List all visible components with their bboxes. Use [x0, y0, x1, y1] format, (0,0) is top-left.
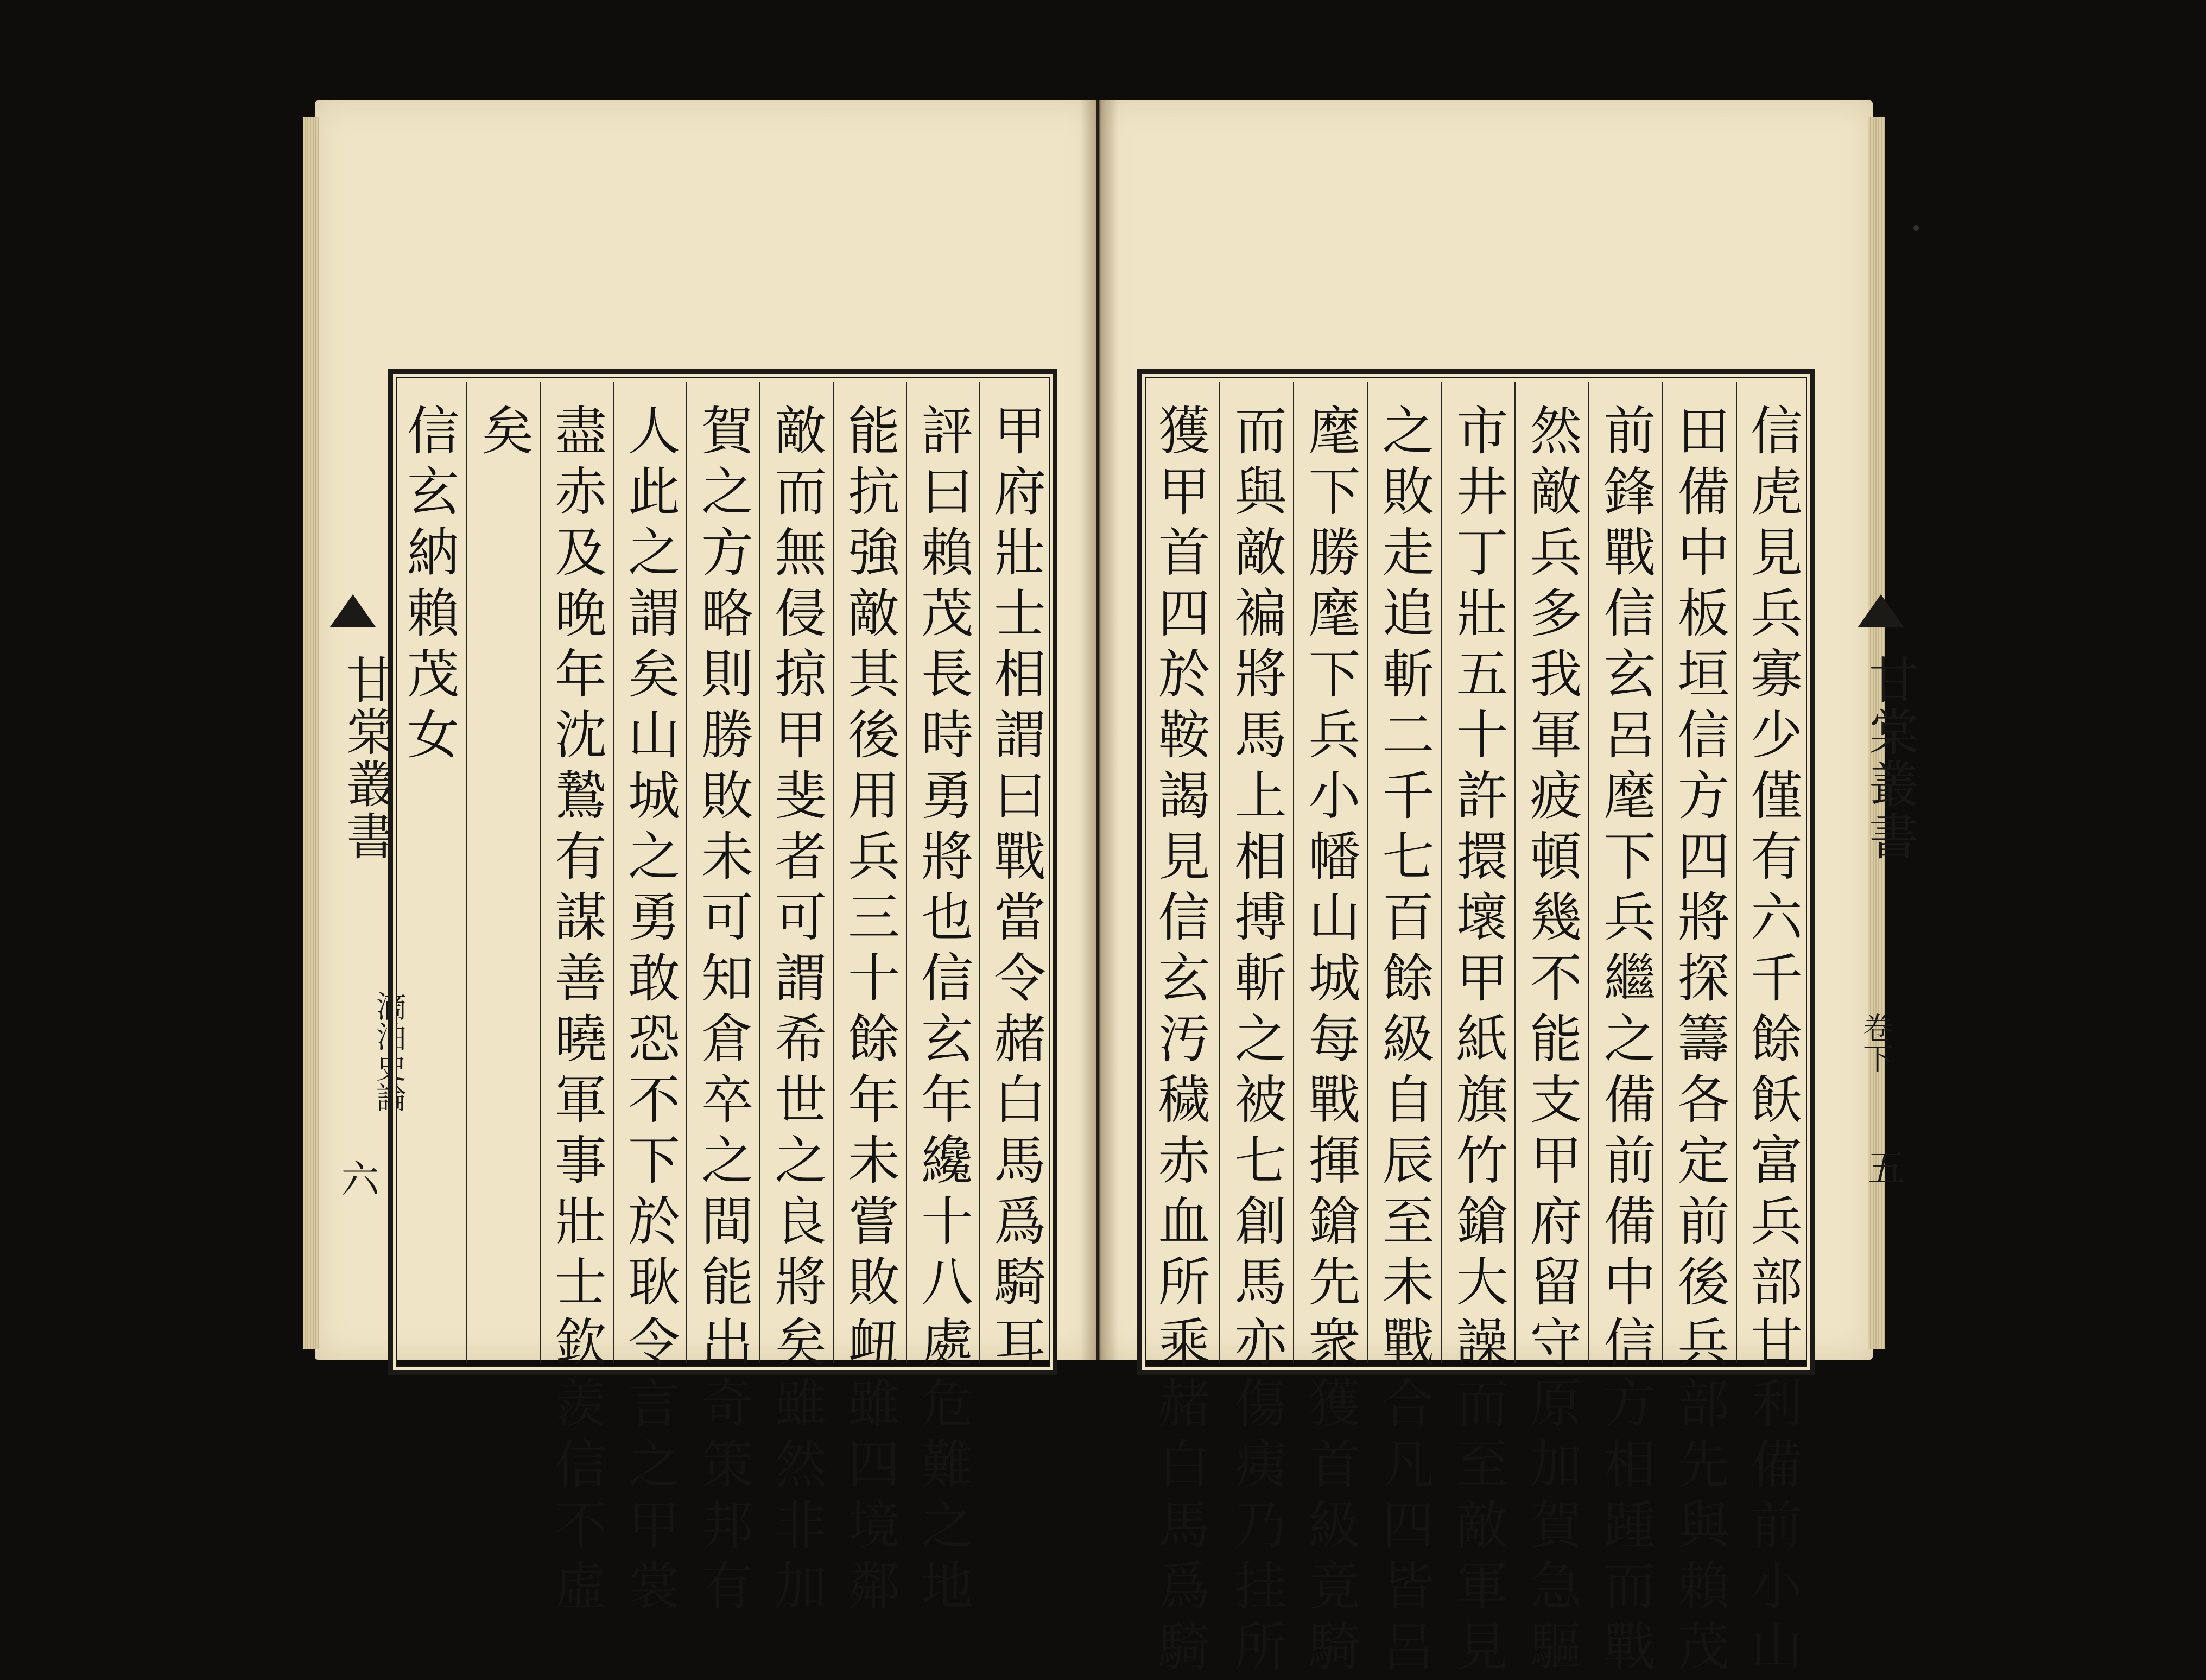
right-column-4 [1514, 382, 1588, 1680]
open-book [315, 100, 1919, 1680]
left-page-number: 六 [335, 1159, 379, 1197]
left-column-8 [466, 382, 540, 1363]
right-column-6 [1367, 382, 1441, 1680]
left-spine-title: 甘棠叢書 [338, 654, 396, 863]
right-column-text: 田備中板垣信方四將探籌各定前後兵部先與賴茂 [1669, 403, 1730, 1680]
right-column-text: 麾下勝麾下兵小幡山城每戰揮鎗先衆獲首級竟騎 [1300, 403, 1361, 1680]
right-column-text: 信虎見兵寡少僅有六千餘飫富兵部甘利備前小山 [1742, 403, 1803, 1680]
left-column-5 [686, 382, 759, 1619]
left-column-1 [979, 382, 1051, 1376]
left-column-6 [613, 382, 686, 1619]
left-column-text: 盡赤及晚年沈鷙有謀善曉軍事壯士欽羨信不虛 [546, 403, 607, 1619]
page-edges-left [303, 117, 319, 1349]
left-column-text: 甲府壯士相謂曰戰當令赭白馬爲騎耳 [985, 403, 1047, 1376]
right-column-text: 獲甲首四於鞍謁見信玄汚穢赤血所乘赭白馬爲騎 [1150, 403, 1210, 1680]
right-column-1 [1736, 382, 1808, 1680]
left-column-text: 敵而無侵掠甲斐者可謂希世之良將矣雖然非加 [766, 403, 827, 1619]
book-gutter [1080, 100, 1118, 1360]
right-text-frame [1137, 369, 1815, 1680]
right-volume-label: 卷下 [1858, 1012, 1893, 1073]
right-column-8 [1219, 382, 1293, 1680]
right-spine-title: 甘棠叢書 [1861, 654, 1919, 863]
left-fishtail-mark [326, 594, 380, 627]
right-column-text: 之敗走追斬二千七百餘級自辰至未戰合凡四皆呂 [1374, 403, 1435, 1680]
left-column-text: 矣 [473, 403, 534, 464]
right-column-text: 前鋒戰信玄呂麾下兵繼之備前備中信方相踵而戰 [1595, 403, 1656, 1680]
left-column-3 [833, 382, 906, 1619]
left-column-4 [759, 382, 833, 1619]
left-spine-subtitle: 滴泊史論 [371, 991, 407, 1112]
right-column-7 [1293, 382, 1367, 1680]
left-column-text: 能抗強敵其後用兵三十餘年未嘗敗衄雖四境鄰 [839, 403, 901, 1619]
left-column-2 [906, 382, 979, 1619]
ink-dot [1913, 225, 1919, 231]
right-column-text: 市井丁壯五十許擐壞甲紙旗竹鎗大譟而至敵軍見 [1448, 403, 1508, 1680]
right-page-number: 五 [1861, 1148, 1906, 1186]
right-fishtail-mark [1854, 594, 1908, 627]
left-page [315, 100, 1096, 1619]
left-column-7 [540, 382, 613, 1619]
left-column-text: 賀之方略則勝敗未可知倉卒之間能出奇策邦有 [693, 403, 754, 1619]
left-column-text: 人此之謂矣山城之勇敢恐不下於耿令言之甲裳 [619, 403, 681, 1619]
right-column-text: 然敵兵多我軍疲頓幾不能支甲府留守原加賀急驅 [1522, 403, 1582, 1680]
left-column-9 [393, 382, 465, 1363]
right-column-2 [1662, 382, 1736, 1680]
right-column-text: 而與敵褊將馬上相搏斬之被七創馬亦傷痍乃挂所 [1226, 403, 1287, 1680]
left-text-frame [388, 369, 1057, 1619]
right-column-9 [1142, 382, 1218, 1680]
left-column-text: 信玄納賴茂女 [398, 403, 460, 768]
right-column-3 [1588, 382, 1662, 1680]
left-column-text: 評曰賴茂長時勇將也信玄年纔十八處危難之地 [912, 403, 974, 1619]
right-column-5 [1441, 382, 1514, 1680]
